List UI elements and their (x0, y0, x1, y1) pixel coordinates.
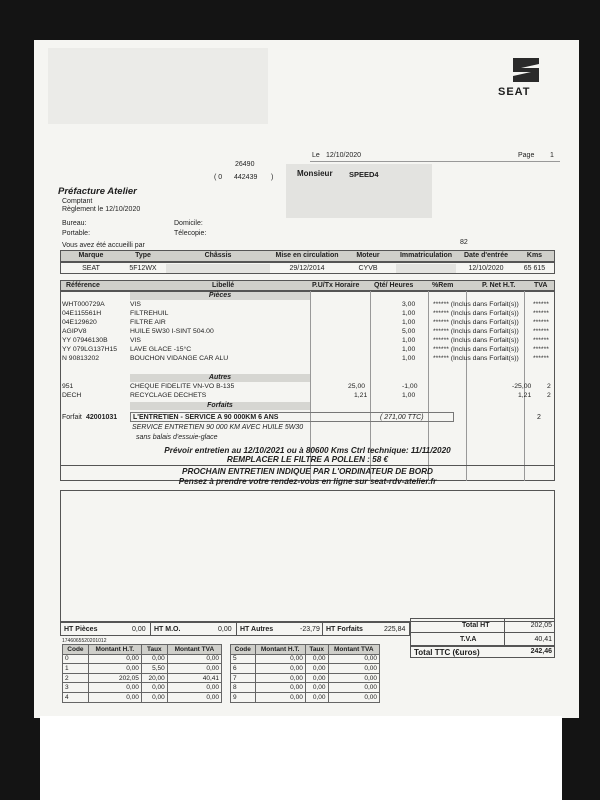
list-item: YY 07946130B VIS 1,00 ****** (Inclus dans Forfait(s)) ****** (62, 337, 549, 344)
table-row: 8 0,00 0,00 0,00 (231, 683, 380, 693)
table-row: 5 0,00 0,00 0,00 (231, 654, 380, 664)
redacted-plate (396, 264, 456, 273)
ht-autres-label: HT Autres (240, 626, 274, 633)
ht-forfaits: 225,84 (384, 626, 406, 633)
page-label: Page (518, 152, 535, 159)
bureau-label: Bureau: (62, 220, 87, 227)
list-item: YY 079LG137H15 LAVE GLACE -15°C 1,00 ****** (Inclus dans Forfait(s)) ****** (62, 346, 549, 353)
list-item: AGIPV8 HUILE 5W30 I-SINT 504.00 5,00 ****** (Inclus dans Forfait(s)) ****** (62, 328, 549, 335)
ht-pieces-label: HT Pièces (64, 626, 98, 633)
table-row: 7 0,00 0,00 0,00 (231, 673, 380, 683)
payment-mode: Comptant (62, 198, 93, 205)
total-ht: 202,05 (530, 622, 552, 629)
table-row: 1 0,00 5,50 0,00 (63, 664, 222, 674)
items-header-row (60, 280, 555, 291)
col-net-price: P. Net H.T. (482, 282, 516, 289)
col-discount: %Rem (432, 282, 454, 289)
settlement-date: Règlement le 12/10/2020 (62, 206, 141, 213)
note-maintenance: Prévoir entretien au 12/10/2021 ou à 80600 Kms Ctrl technique: 11/11/2020 (164, 446, 451, 455)
table-row: 0 0,00 0,00 0,00 (63, 654, 222, 664)
section-autres-title: Autres (208, 374, 232, 381)
redacted-address (48, 48, 268, 124)
ht-pieces: 0,00 (132, 626, 146, 633)
forfait-label: Forfait (62, 414, 82, 421)
list-item: DECH RECYCLAGE DECHETS 1,21 1,00 1,21 2 (62, 392, 551, 399)
vat-table-right: Code Montant H.T. Taux Montant TVA 5 0,00 0,00 0,00 6 0,00 0,00 0,00 7 0,00 0,00 0,00 8 0,00 0,00 0,00 9 0,00 0,00 0,00 (230, 644, 380, 703)
vehicle-col-type: Type (135, 252, 151, 259)
vehicle-entry-date: 12/10/2020 (468, 265, 504, 272)
vat-table-left: Code Montant H.T. Taux Montant TVA 0 0,00 0,00 0,00 1 0,00 5,50 0,00 2 202,05 20,00 40,41 3 0,00 0,00 0,00 4 0,00 0,00 0,00 (62, 644, 222, 703)
vehicle-col-chassis: Châssis (204, 252, 232, 259)
welcome-text: Vous avez été accueilli par (62, 242, 145, 249)
ht-mo-label: HT M.O. (154, 626, 181, 633)
table-row: 2 202,05 20,00 40,41 (63, 673, 222, 683)
vehicle-registration-date: 29/12/2014 (289, 265, 325, 272)
forfait-title: L'ENTRETIEN - SERVICE A 90 000KM 6 ANS (133, 414, 279, 421)
page-number: 1 (550, 152, 554, 159)
total-ttc: 242,46 (530, 648, 552, 655)
table-row: 3 0,00 0,00 0,00 (63, 683, 222, 693)
list-item: WHT000729A VIS 3,00 ****** (Inclus dans Forfait(s)) ****** (62, 301, 549, 308)
forfait-vat: 2 (537, 414, 541, 421)
brand-name: SEAT (498, 86, 531, 98)
code-1: 26490 (235, 161, 255, 168)
total-ht-label: Total HT (462, 622, 490, 629)
note-next-service: PROCHAIN ENTRETIEN INDIQUE PAR L'ORDINATEUR DE BORD (182, 467, 433, 476)
list-item: 04E115561H FILTREHUIL 1,00 ****** (Inclus dans Forfait(s)) ****** (62, 310, 549, 317)
vehicle-brand: SEAT (82, 265, 100, 272)
total-ttc-label: Total TTC (€uros) (414, 648, 480, 657)
ht-mo: 0,00 (218, 626, 232, 633)
date-label: Le (312, 152, 320, 159)
vehicle-col-plate: Immatriculation (399, 252, 453, 259)
redacted-chassis (166, 264, 270, 273)
vat-total-label: T.V.A (460, 636, 477, 643)
col-reference: Référence (66, 282, 100, 289)
comments-area (60, 490, 555, 622)
vehicle-col-engine: Moteur (356, 252, 380, 259)
code-2: 442439 (234, 174, 258, 181)
vehicle-col-entry-date: Date d'entrée (463, 252, 509, 259)
col-unit-price: P.U/Tx Horaire (312, 282, 360, 289)
code-2-prefix: ( 0 (214, 174, 223, 181)
section-forfaits-title: Forfaits (207, 402, 233, 409)
vat-total: 40,41 (534, 636, 552, 643)
col-vat: TVA (534, 282, 548, 289)
customer-name: SPEED4 (349, 170, 379, 179)
forfait-detail-1: SERVICE ENTRETIEN 90 000 KM AVEC HUILE 5W30 (132, 424, 304, 431)
section-pieces-title: Pièces (208, 292, 232, 299)
vehicle-type: 5F12WX (129, 265, 157, 272)
vehicle-engine: CYVB (358, 265, 378, 272)
note-online-booking: Pensez à prendre votre rendez-vous en ligne sur seat-rdv-atelier.fr (178, 477, 437, 486)
invoice-sheet (34, 40, 579, 718)
domicile-label: Domicile: (174, 220, 203, 227)
document-title: Préfacture Atelier (58, 186, 137, 197)
forfait-code: 42001031 (86, 414, 118, 421)
vehicle-col-brand: Marque (78, 252, 104, 259)
table-row: 9 0,00 0,00 0,00 (231, 692, 380, 702)
table-row: 4 0,00 0,00 0,00 (63, 692, 222, 702)
note-pollen-filter: REMPLACER LE FILTRE A POLLEN : 58 € (226, 455, 389, 464)
portable-label: Portable: (62, 230, 91, 237)
civility: Monsieur (297, 169, 333, 178)
col-label: Libellé (212, 282, 235, 289)
col-quantity: Qté/ Heures (374, 282, 414, 289)
invoice-date: 12/10/2020 (326, 152, 362, 159)
list-item: 951 CHEQUE FIDELITE VN-VO B-135 25,00 -1,00 -25,00 2 (62, 383, 551, 390)
vehicle-kms: 65 615 (523, 265, 546, 272)
vehicle-col-kms: Kms (526, 252, 543, 259)
welcome-number: 82 (460, 239, 468, 246)
forfait-detail-2: sans balais d'essuie-glace (136, 434, 218, 441)
seat-logo-icon (509, 56, 543, 84)
forfait-price: ( 271,00 TTC) (380, 414, 424, 421)
vehicle-col-registration-date: Mise en circulation (275, 252, 339, 259)
ht-forfaits-label: HT Forfaits (326, 626, 363, 633)
list-item: 04E129620 FILTRE AIR 1,00 ****** (Inclus dans Forfait(s)) ****** (62, 319, 549, 326)
code-2-suffix: ) (271, 174, 274, 181)
list-item: N 90813202 BOUCHON VIDANGE CAR ALU 1,00 ****** (Inclus dans Forfait(s)) ****** (62, 355, 549, 362)
telecopie-label: Télecopie: (174, 230, 207, 237)
ht-autres: -23,79 (300, 626, 320, 633)
table-row: 6 0,00 0,00 0,00 (231, 664, 380, 674)
reference-code: 1746065520201012 (62, 638, 107, 644)
redacted-area (40, 716, 562, 800)
